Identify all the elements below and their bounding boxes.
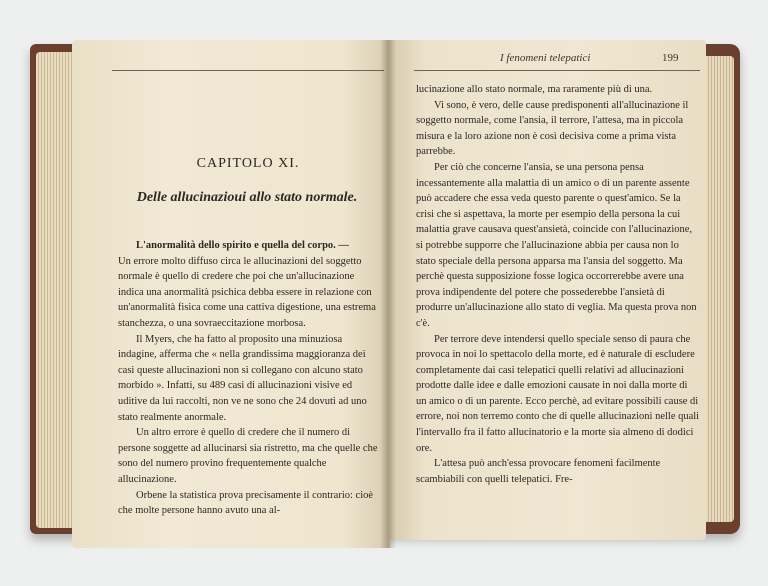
paragraph: Per terrore deve intendersi quello speciale senso di paura che provoca in noi lo spettacolo della morte, ed è naturale di escludere completamente dai casi telepatici quelli relativi ad allucinazioni prodotte dalle idee e dalle emozioni causate in noi dalla morte di un amico o di un parente. Ecco perchè, ad evitare possibili cause di errore, noi non terremo conto che di quelle allucinazioni nelle quali l'intervallo fra il fatto allucinatorio e la morte sia almeno di dodici ore. — [416, 333, 700, 454]
paragraph: Un errore molto diffuso circa le allucinazioni del soggetto normale è quello di credere che poi che un'allucinazione indica una anormalità psichica debba essere in relazione con un'anormalità fisica come una cattiva digestione, una estrema stanchezza, o una sovraeccitazione morbosa. — [118, 255, 376, 329]
running-head: I fenomeni telepatici — [500, 52, 591, 64]
paragraph: Orbene la statistica prova precisamente il contrario: cioè che molte persone hanno avuto una al- — [118, 489, 374, 517]
left-page — [72, 40, 390, 548]
right-page-text — [416, 82, 700, 487]
header-rule — [414, 70, 700, 71]
paragraph: Vi sono, è vero, delle cause predisponenti all'allucinazione il soggetto normale, come l'ansia, il terrore, l'attesa, ma in piccola misura e la loro azione non è così decisiva come a prima vista parrebbe. — [416, 99, 689, 158]
paragraph: Il Myers, che ha fatto al proposito una minuziosa indagine, afferma che « nella grandissima maggioranza dei casi queste allucinazioni non si collegano con alcuno stato morbido ». Infatti, su 489 casi di allucinazioni visive ed uditive da lui raccolti, non ve ne sono che 24 dovuti ad uno stato realmente anormale. — [118, 333, 367, 423]
right-page — [388, 40, 706, 540]
header-rule — [112, 70, 384, 71]
paragraph: lucinazione allo stato normale, ma raramente più di una. — [416, 84, 653, 95]
paragraph: Per ciò che concerne l'ansia, se una persona pensa incessantemente alla malattia di un amico o di un parente assente può accadere che essa veda questo parente o quest'amico. Se la crisi che si aspettava, la morte per esempio della persona la cui malattia grave causava quest'ansietà, coincide con l'allucinazione, si potrebbe supporre che l'allucinazione abbia per causa non lo stato speciale della persona apparsa ma l'ansia del soggetto. Ma perchè questa supposizione fosse logica occorrerebbe avere una prova indipendente del potere che possederebbe l'ansietà di produrre un'allucinazione allo stato di veglia. Ma questa prova non c'è. — [416, 161, 697, 329]
chapter-number: CAPITOLO XI. — [196, 156, 300, 171]
book-gutter — [380, 40, 396, 548]
page-number: 199 — [662, 52, 679, 64]
paragraph: Un altro errore è quello di credere che il numero di persone soggette ad allucinarsi sia ristretto, ma che quelle che sono del numero provino frequentemente qualche allucinazione. — [118, 427, 378, 485]
left-page-text — [118, 238, 380, 519]
paragraph: L'attesa può anch'essa provocare fenomeni facilmente scambiabili con quelli telepatici. Fre- — [416, 458, 661, 485]
section-heading: L'anormalità dello spirito e quella del corpo. — — [136, 240, 349, 251]
chapter-title: Delle allucinazioui allo stato normale. — [136, 190, 358, 205]
